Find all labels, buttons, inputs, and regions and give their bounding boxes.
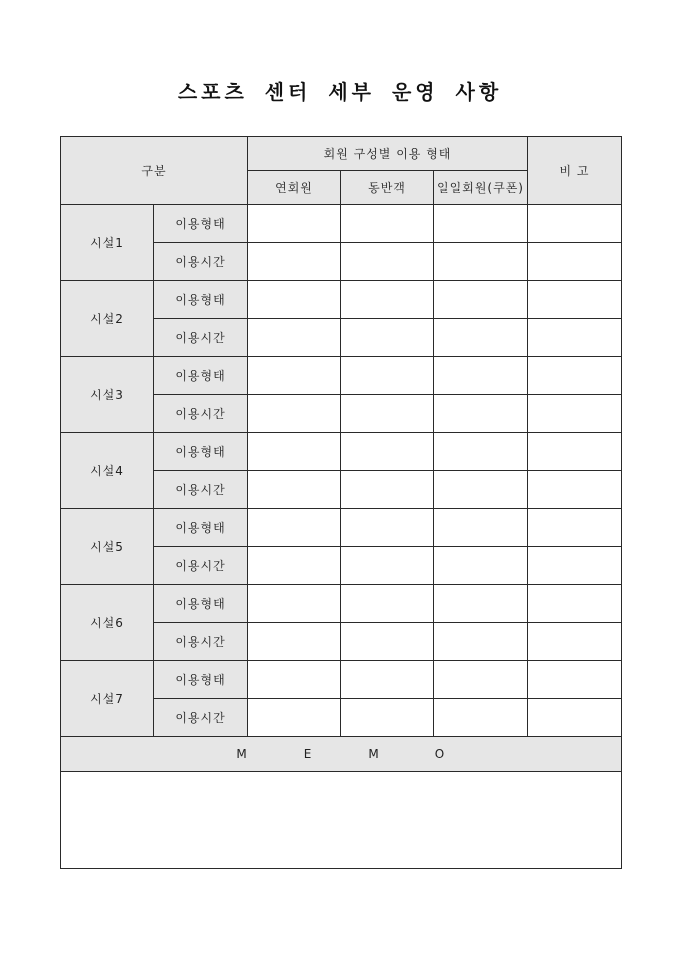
remarks-entry-cell[interactable] [528,319,622,357]
facility-usage-label: 이용시간 [154,623,248,661]
facility-usage-label: 이용시간 [154,547,248,585]
remarks-entry-cell[interactable] [528,281,622,319]
remarks-entry-cell[interactable] [528,699,622,737]
member-entry-cell[interactable] [341,357,434,395]
facility-usage-label: 이용시간 [154,471,248,509]
facility-name-cell: 시설6 [61,585,154,661]
facility-name-cell: 시설3 [61,357,154,433]
memo-letter: O [434,747,446,761]
memo-label [61,737,622,772]
member-entry-cell[interactable] [341,205,434,243]
remarks-entry-cell[interactable] [528,547,622,585]
facility-name-cell: 시설5 [61,509,154,585]
remarks-entry-cell[interactable] [528,509,622,547]
facility-usage-label: 이용형태 [154,205,248,243]
member-entry-cell[interactable] [248,547,341,585]
member-entry-cell[interactable] [434,699,528,737]
member-entry-cell[interactable] [341,623,434,661]
memo-header-row [61,737,622,772]
remarks-entry-cell[interactable] [528,433,622,471]
member-entry-cell[interactable] [341,281,434,319]
remarks-header: 비 고 [528,137,622,205]
facility-row [61,357,622,395]
remarks-entry-cell[interactable] [528,661,622,699]
remarks-entry-cell[interactable] [528,395,622,433]
member-entry-cell[interactable] [248,319,341,357]
facility-row [61,509,622,547]
remarks-entry-cell[interactable] [528,357,622,395]
facility-row [61,585,622,623]
member-entry-cell[interactable] [341,699,434,737]
facility-usage-label: 이용시간 [154,699,248,737]
facility-usage-label: 이용형태 [154,433,248,471]
member-entry-cell[interactable] [248,623,341,661]
member-entry-cell[interactable] [248,471,341,509]
member-entry-cell[interactable] [434,433,528,471]
member-entry-cell[interactable] [341,471,434,509]
remarks-entry-cell[interactable] [528,243,622,281]
member-entry-cell[interactable] [248,205,341,243]
memo-area[interactable] [61,772,622,869]
facility-name-cell: 시설7 [61,661,154,737]
member-entry-cell[interactable] [434,243,528,281]
member-entry-cell[interactable] [434,471,528,509]
memo-letter: M [236,747,248,761]
facility-name-cell: 시설4 [61,433,154,509]
member-entry-cell[interactable] [248,661,341,699]
operations-table [60,136,622,869]
facility-usage-label: 이용형태 [154,509,248,547]
member-entry-cell[interactable] [341,547,434,585]
facility-usage-label: 이용시간 [154,319,248,357]
member-entry-cell[interactable] [434,547,528,585]
facility-name-cell: 시설2 [61,281,154,357]
column-header-companion: 동반객 [341,171,434,205]
member-entry-cell[interactable] [434,585,528,623]
member-entry-cell[interactable] [248,357,341,395]
member-entry-cell[interactable] [248,699,341,737]
page-title: 스포츠 센터 세부 운영 사항 [177,80,503,104]
facility-usage-label: 이용형태 [154,661,248,699]
member-entry-cell[interactable] [248,585,341,623]
member-entry-cell[interactable] [434,281,528,319]
remarks-entry-cell[interactable] [528,471,622,509]
member-entry-cell[interactable] [248,281,341,319]
remarks-entry-cell[interactable] [528,585,622,623]
column-header-annual-member: 연회원 [248,171,341,205]
member-entry-cell[interactable] [341,395,434,433]
member-entry-cell[interactable] [341,243,434,281]
member-entry-cell[interactable] [434,395,528,433]
member-entry-cell[interactable] [434,509,528,547]
member-entry-cell[interactable] [341,661,434,699]
facility-usage-label: 이용형태 [154,585,248,623]
member-entry-cell[interactable] [341,585,434,623]
facility-row [61,205,622,243]
facility-row [61,433,622,471]
member-entry-cell[interactable] [434,319,528,357]
facility-name-cell: 시설1 [61,205,154,281]
facility-usage-label: 이용형태 [154,281,248,319]
remarks-entry-cell[interactable] [528,623,622,661]
memo-letter: E [303,747,313,761]
facility-row [61,281,622,319]
member-entry-cell[interactable] [434,205,528,243]
facility-usage-label: 이용시간 [154,395,248,433]
member-type-group-header: 회원 구성별 이용 형태 [248,137,528,171]
member-entry-cell[interactable] [248,509,341,547]
member-entry-cell[interactable] [248,395,341,433]
member-entry-cell[interactable] [341,319,434,357]
table-body [61,137,622,869]
member-entry-cell[interactable] [434,623,528,661]
category-header: 구분 [61,137,248,205]
member-entry-cell[interactable] [341,433,434,471]
member-entry-cell[interactable] [434,661,528,699]
header-row-top [61,137,622,171]
facility-usage-label: 이용형태 [154,357,248,395]
remarks-entry-cell[interactable] [528,205,622,243]
member-entry-cell[interactable] [248,243,341,281]
member-entry-cell[interactable] [248,433,341,471]
facility-usage-label: 이용시간 [154,243,248,281]
memo-letter: M [368,747,380,761]
column-header-daily-member: 일일회원(쿠폰) [434,171,528,205]
facility-row [61,661,622,699]
memo-body-row [61,772,622,869]
member-entry-cell[interactable] [434,357,528,395]
member-entry-cell[interactable] [341,509,434,547]
